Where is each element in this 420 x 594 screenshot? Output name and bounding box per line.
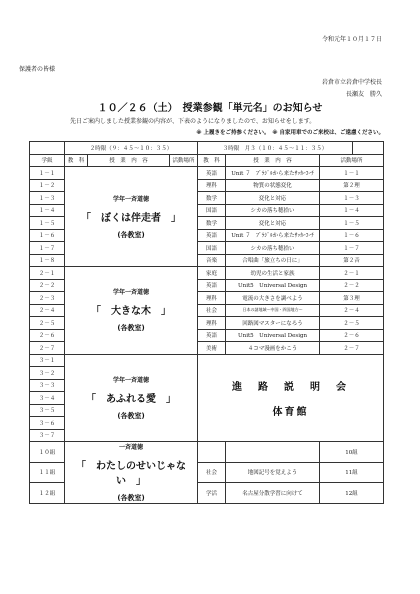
- place-cell: ２－２: [320, 279, 384, 292]
- content-cell: 地図記号を覚えよう: [226, 462, 320, 483]
- table-row: [30, 167, 384, 180]
- content-cell: 合唱曲「旅立ちの日に」: [226, 254, 320, 267]
- place-cell: １－７: [320, 242, 384, 255]
- content-cell: 電流の大きさを調べよう: [226, 292, 320, 305]
- subject-cell: 社会: [198, 462, 226, 483]
- content-cell: Unit ７ ﾌﾞﾗｼﾞﾙから来たｻｯｶｰｺｰﾁ: [226, 167, 320, 180]
- grade3-moral-block: [65, 354, 198, 442]
- subject-cell: [198, 442, 226, 463]
- place-cell: １－５: [320, 217, 384, 230]
- period3-header: ３時限 月３（１０：４５～１１：３５）: [198, 142, 353, 155]
- class-cell: １－１: [30, 167, 65, 180]
- content-cell: 回路図マスターになろう: [226, 317, 320, 330]
- table-row: [30, 354, 384, 367]
- place-cell: ２－７: [320, 342, 384, 355]
- place-cell: １－３: [320, 192, 384, 205]
- content-cell: シカの落ち穂拾い: [226, 204, 320, 217]
- place-cell: 10組: [320, 442, 384, 463]
- grade2-moral-block-line3: (各教室): [117, 324, 145, 333]
- class-cell: １２組: [30, 483, 65, 504]
- grade1-moral-block-line1: 学年一斉道徳: [113, 195, 150, 203]
- grade1-moral-block-line3: (各教室): [117, 230, 145, 239]
- class-cell: ３－６: [30, 417, 65, 430]
- class-cell: ３－３: [30, 379, 65, 392]
- subject-cell: 理科: [198, 292, 226, 305]
- content-cell: ４コマ漫画をかこう: [226, 342, 320, 355]
- subject-cell: 数学: [198, 217, 226, 230]
- document-date: 令和元年１０月１７日: [321, 36, 382, 43]
- table-row: [30, 267, 384, 280]
- class-cell: １－６: [30, 229, 65, 242]
- grade3-moral-block-line3: (各教室): [117, 411, 145, 420]
- class-cell: １－５: [30, 217, 65, 230]
- intro-text: 先日ご案内しました授業参観の内容が、下表のようになりましたので、お知らせをします。: [70, 118, 316, 125]
- class-cell: ２－３: [30, 292, 65, 305]
- special-moral-block-line3: (各教室): [117, 494, 145, 502]
- subject-cell: 英語: [198, 229, 226, 242]
- principal-name: 長瀬友 勝久: [345, 91, 382, 98]
- column-header-subject: 教 科: [65, 154, 88, 167]
- subject-cell: 美術: [198, 342, 226, 355]
- class-cell: ３－５: [30, 404, 65, 417]
- class-cell: ２－４: [30, 304, 65, 317]
- place-cell: １－１: [320, 167, 384, 180]
- subject-cell: 学活: [198, 483, 226, 504]
- grade1-moral-block-line2: 「 ぼくは伴走者 」: [81, 212, 182, 224]
- subject-cell: 音楽: [198, 254, 226, 267]
- content-cell: 日本の諸地域～中国・四国地方～: [226, 304, 320, 317]
- class-cell: １１組: [30, 462, 65, 483]
- content-cell: [226, 442, 320, 463]
- subject-cell: 国語: [198, 242, 226, 255]
- class-cell: １－２: [30, 179, 65, 192]
- subject-cell: 理科: [198, 317, 226, 330]
- special-moral-block: [65, 442, 198, 504]
- class-cell: １－３: [30, 192, 65, 205]
- class-cell: ２－５: [30, 317, 65, 330]
- subject-cell: 理科: [198, 179, 226, 192]
- content-cell: 幼児の生活と家族: [226, 267, 320, 280]
- place-cell: ２－１: [320, 267, 384, 280]
- notice-text: ※ 上履きをご持参ください。 ※ 自家用車でのご来校は、ご遠慮ください。: [196, 130, 384, 136]
- place-cell: 第３理: [320, 292, 384, 305]
- place-cell: ２－４: [320, 304, 384, 317]
- special-moral-block-line1: 一斉道徳: [119, 444, 144, 451]
- content-cell: シカの落ち穂拾い: [226, 242, 320, 255]
- place-cell: ２－５: [320, 317, 384, 330]
- place-cell: ２－６: [320, 329, 384, 342]
- career-guidance-title: 進 路 説 明 会: [232, 381, 350, 393]
- content-cell: Unit ７ ﾌﾞﾗｼﾞﾙから来たｻｯｶｰｺｰﾁ: [226, 229, 320, 242]
- column-header-place: 活動場所: [170, 154, 198, 167]
- period2-header: ２時限（９：４５～１０：３５）: [65, 142, 198, 155]
- header-row-columns: [30, 154, 384, 167]
- document-title: １０／２６（土） 授業参観「単元名」のお知らせ: [97, 103, 323, 114]
- place-cell: 11組: [320, 462, 384, 483]
- class-cell: ２－６: [30, 329, 65, 342]
- schedule-table: [29, 141, 384, 504]
- class-cell: １－４: [30, 204, 65, 217]
- table-row: [30, 442, 384, 463]
- subject-cell: 英語: [198, 167, 226, 180]
- career-guidance-block: [198, 354, 384, 442]
- grade2-moral-block-line2: 「 大きな木 」: [91, 306, 172, 318]
- subject-cell: 国語: [198, 204, 226, 217]
- subject-cell: 数学: [198, 192, 226, 205]
- class-cell: １０組: [30, 442, 65, 463]
- grade3-moral-block-line2: 「 あふれる愛 」: [86, 393, 177, 405]
- recipient: 保護者の皆様: [19, 66, 56, 73]
- grade2-moral-block-line1: 学年一斉道徳: [113, 289, 150, 297]
- grade2-moral-block: [65, 267, 198, 355]
- content-cell: Unit5 Universal Design: [226, 329, 320, 342]
- content-cell: 物質の状態変化: [226, 179, 320, 192]
- subject-cell: 社会: [198, 304, 226, 317]
- place-cell: 第２音: [320, 254, 384, 267]
- content-cell: Unit5 Universal Design: [226, 279, 320, 292]
- column-header-content-p3: 授 業 内 容: [226, 154, 320, 167]
- career-guidance-place: 体育館: [272, 406, 309, 418]
- school-name: 岩倉市立岩倉中学校長: [321, 79, 382, 86]
- class-cell: ３－７: [30, 429, 65, 442]
- class-cell: ２－２: [30, 279, 65, 292]
- subject-cell: 英語: [198, 279, 226, 292]
- special-moral-block-line2: 「 わたしのせいじゃない 」: [76, 461, 187, 487]
- class-cell: ２－１: [30, 267, 65, 280]
- class-cell: ２－７: [30, 342, 65, 355]
- column-header-place-p3: 活動場所: [320, 154, 384, 167]
- column-header-class: 学級: [30, 154, 65, 167]
- class-cell: ３－４: [30, 392, 65, 405]
- grade3-moral-block-line1: 学年一斉道徳: [113, 376, 150, 384]
- place-cell: １－４: [320, 204, 384, 217]
- place-cell: １－６: [320, 229, 384, 242]
- place-cell: 第２理: [320, 179, 384, 192]
- column-header-content: 授 業 内 容: [88, 154, 170, 167]
- content-cell: 変化と対応: [226, 192, 320, 205]
- class-cell: １－８: [30, 254, 65, 267]
- place-cell: 12組: [320, 483, 384, 504]
- content-cell: 名古屋分散学習に向けて: [226, 483, 320, 504]
- class-cell: １－７: [30, 242, 65, 255]
- subject-cell: 英語: [198, 329, 226, 342]
- column-header-subject-p3: 教 科: [198, 154, 226, 167]
- class-cell: ３－１: [30, 354, 65, 367]
- content-cell: 変化と対応: [226, 217, 320, 230]
- subject-cell: 家庭: [198, 267, 226, 280]
- header-row-periods: [30, 142, 384, 155]
- class-cell: ３－２: [30, 367, 65, 380]
- grade1-moral-block: [65, 167, 198, 267]
